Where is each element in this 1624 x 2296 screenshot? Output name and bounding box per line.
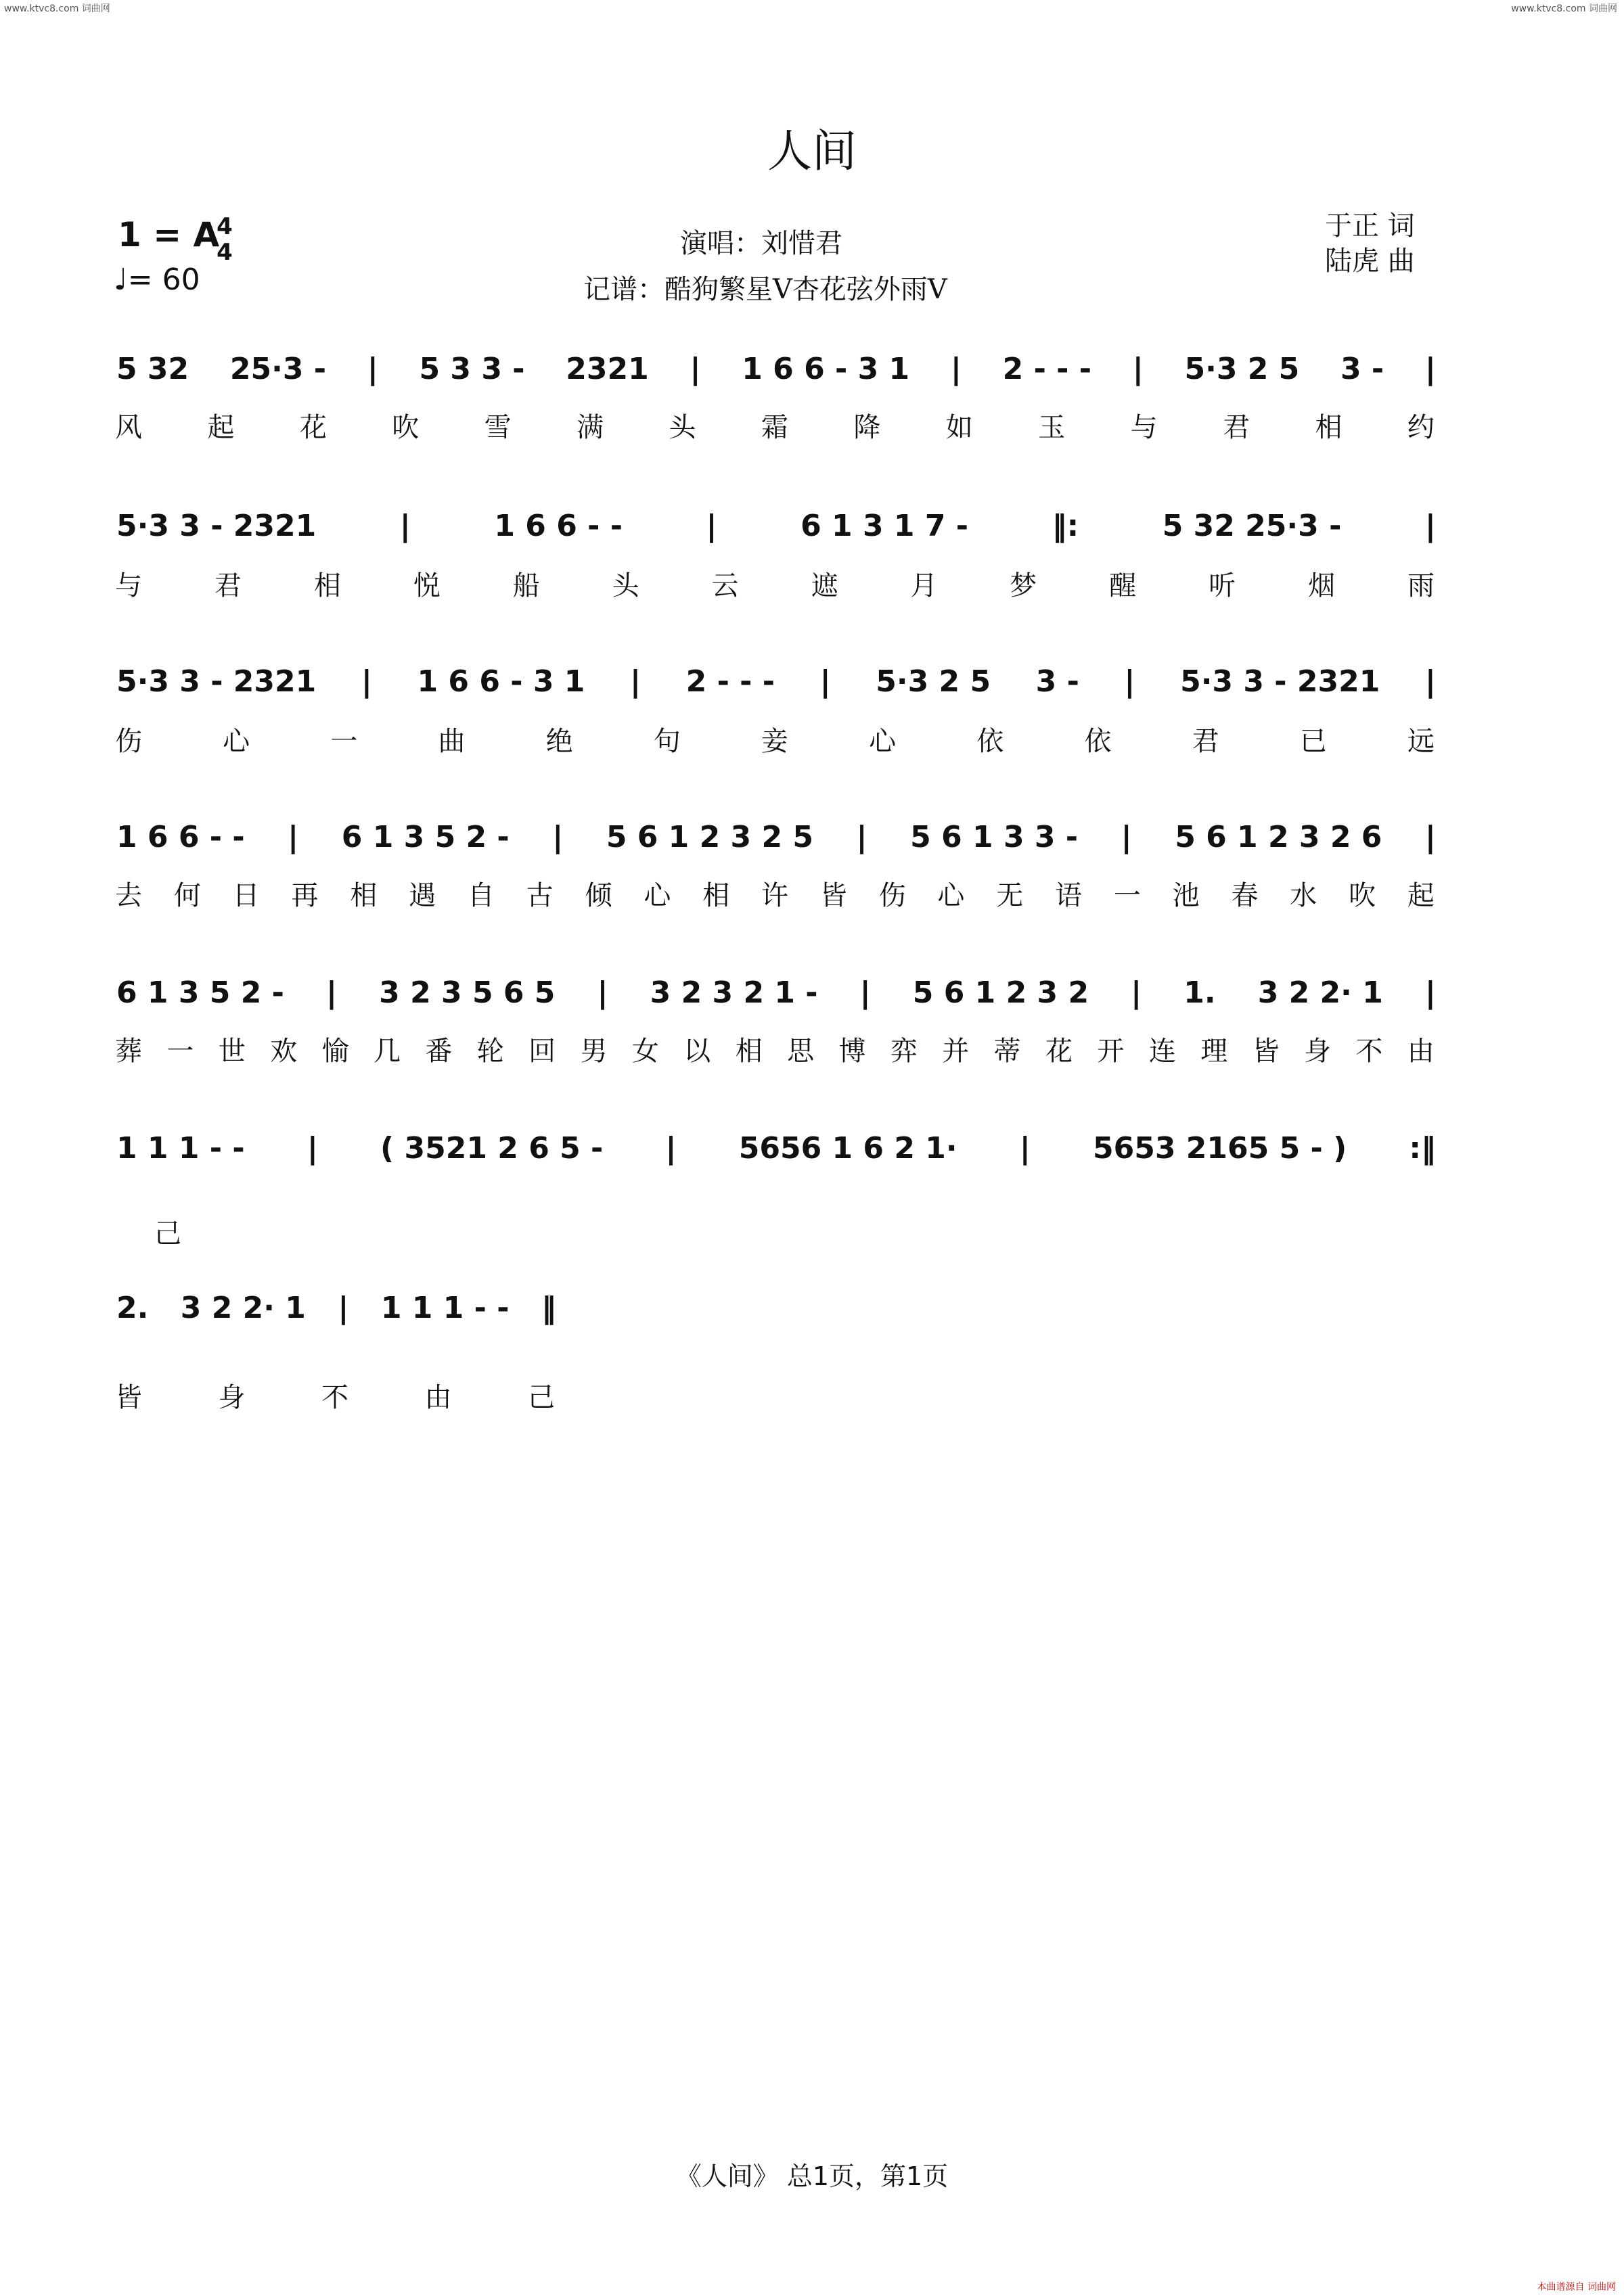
- barline: |: [307, 1131, 318, 1166]
- barline: |: [326, 975, 338, 1010]
- lyric-char: 无: [996, 880, 1024, 911]
- lyric-line: [154, 1212, 208, 1251]
- note-group: 6 1 3 5 2 -: [341, 820, 510, 854]
- transcriber-credit: 记谱：酷狗繁星V杏花弦外雨V: [583, 274, 947, 305]
- note-group: 2321: [566, 352, 649, 386]
- lyric-line: [115, 1030, 1435, 1068]
- note-group: 1 1 1 - -: [380, 1291, 510, 1325]
- note-group: 3 2 2· 1: [180, 1291, 306, 1325]
- lyric-char: 玉: [1038, 412, 1066, 443]
- lyric-char: 皆: [819, 880, 847, 911]
- lyric-char: 池: [1172, 880, 1200, 911]
- lyric-char: 船: [512, 570, 540, 601]
- note-group: 5 3 3 -: [419, 352, 525, 386]
- barline: ‖:: [1052, 509, 1079, 543]
- barline: |: [338, 1291, 349, 1325]
- lyric-char: 相: [735, 1036, 763, 1067]
- note-group: 5 32: [116, 352, 189, 386]
- lyric-char: 依: [976, 726, 1004, 757]
- note-group: 5 6 1 3 3 -: [910, 820, 1079, 854]
- lyric-char: 再: [291, 880, 319, 911]
- note-group: 25·3 -: [229, 352, 327, 386]
- lyric-char: 起: [207, 412, 235, 443]
- song-title: 人间: [767, 125, 857, 177]
- note-group: 1 6 6 - 3 1: [417, 664, 585, 699]
- note-group: 5·3 3 - 2321: [116, 664, 317, 699]
- lyric-char: 遇: [409, 880, 436, 911]
- lyric-char: 听: [1209, 570, 1236, 601]
- time-signature: [212, 214, 237, 265]
- note-group: 2.: [116, 1291, 149, 1325]
- lyric-char: 花: [1045, 1036, 1073, 1067]
- barline: |: [690, 352, 701, 386]
- lyric-char: 遮: [811, 570, 838, 601]
- lyricist-credit: 于正 词: [1325, 210, 1415, 242]
- note-group: 1.: [1183, 975, 1216, 1010]
- lyric-char: 已: [1299, 726, 1327, 757]
- lyric-char: 愉: [321, 1036, 349, 1067]
- barline: |: [819, 664, 831, 699]
- barline: |: [1424, 664, 1436, 699]
- lyric-char: 伤: [115, 726, 142, 757]
- lyric-char: 葬: [115, 1036, 142, 1067]
- barline: |: [367, 352, 378, 386]
- meter-top: 4: [217, 213, 233, 240]
- barline: |: [1121, 820, 1132, 854]
- barline: |: [552, 820, 564, 854]
- lyric-char: 一: [166, 1036, 194, 1067]
- barline: |: [950, 352, 962, 386]
- lyric-char: 轮: [476, 1036, 504, 1067]
- lyric-char: 何: [173, 880, 201, 911]
- lyric-char: 春: [1231, 880, 1259, 911]
- lyric-char: 约: [1407, 412, 1435, 443]
- tempo-value: = 60: [127, 262, 200, 297]
- lyric-char: 古: [526, 880, 554, 911]
- barline: |: [630, 664, 641, 699]
- lyric-char: 许: [761, 880, 788, 911]
- lyric-char: 与: [1130, 412, 1158, 443]
- score-line: [116, 664, 1436, 699]
- note-group: 1 6 6 - -: [494, 509, 623, 543]
- lyric-line: [115, 874, 1435, 913]
- lyric-char: 语: [1055, 880, 1082, 911]
- lyric-char: 男: [580, 1036, 608, 1067]
- lyric-char: 几: [373, 1036, 401, 1067]
- lyric-char: 霜: [761, 412, 788, 443]
- lyric-char: 伤: [878, 880, 906, 911]
- note-group: 5653 2165 5 - ): [1093, 1131, 1347, 1166]
- lyric-line: [115, 564, 1435, 603]
- barline: :‖: [1409, 1131, 1436, 1166]
- lyric-char: 由: [1407, 1036, 1435, 1067]
- note-group: 3 -: [1035, 664, 1079, 699]
- note-group: ( 3521 2 6 5 -: [380, 1131, 604, 1166]
- barline: |: [706, 509, 717, 543]
- lyric-char: 风: [115, 412, 142, 443]
- barline: ‖: [541, 1291, 556, 1325]
- score-line: [116, 975, 1436, 1010]
- lyric-char: 君: [1192, 726, 1219, 757]
- lyric-char: 不: [1355, 1036, 1383, 1067]
- quarter-note-icon: ♩: [114, 262, 128, 297]
- lyric-char: 己: [528, 1382, 555, 1413]
- lyric-char: 头: [669, 412, 696, 443]
- note-group: 2 - - -: [1002, 352, 1091, 386]
- note-group: 5656 1 6 2 1·: [738, 1131, 957, 1166]
- lyric-char: 满: [577, 412, 604, 443]
- score-line: [116, 509, 1436, 543]
- lyric-char: 悦: [413, 570, 441, 601]
- barline: |: [361, 664, 372, 699]
- lyric-char: 心: [869, 726, 897, 757]
- lyric-char: 弈: [890, 1036, 918, 1067]
- meter-bottom: 4: [217, 239, 233, 266]
- barline: |: [1019, 1131, 1031, 1166]
- note-group: 3 2 3 5 6 5: [379, 975, 556, 1010]
- composer-credit: 陆虎 曲: [1325, 246, 1415, 277]
- source-brand: 本曲谱源自 词曲网: [1537, 2282, 1616, 2293]
- lyric-char: 依: [1084, 726, 1112, 757]
- lyric-char: 心: [223, 726, 250, 757]
- lyric-char: 降: [853, 412, 881, 443]
- note-group: 1 6 6 - -: [116, 820, 245, 854]
- lyric-char: 回: [528, 1036, 556, 1067]
- lyric-char: 梦: [1010, 570, 1037, 601]
- note-group: 3 2 2· 1: [1257, 975, 1383, 1010]
- lyric-char: 绝: [545, 726, 573, 757]
- lyric-char: 雨: [1407, 570, 1435, 601]
- lyric-line: [115, 406, 1435, 444]
- lyric-char: 去: [115, 880, 142, 911]
- lyric-char: 思: [787, 1036, 815, 1067]
- lyric-char: 欢: [270, 1036, 298, 1067]
- score-line: [116, 1291, 556, 1325]
- tempo-marking: [114, 262, 200, 297]
- lyric-char: 烟: [1308, 570, 1336, 601]
- lyric-char: 头: [612, 570, 639, 601]
- lyric-char: 吹: [1349, 880, 1376, 911]
- lyric-char: 远: [1407, 726, 1435, 757]
- lyric-char: 皆: [1252, 1036, 1280, 1067]
- lyric-char: 句: [653, 726, 681, 757]
- key-signature: 1 = A: [118, 215, 220, 254]
- barline: |: [1132, 352, 1144, 386]
- watermark-right: www.ktvc8.com 词曲网: [1511, 3, 1617, 14]
- barline: |: [1424, 509, 1436, 543]
- lyric-char: 醒: [1109, 570, 1137, 601]
- note-group: 3 -: [1340, 352, 1384, 386]
- note-group: 5 6 1 2 3 2 6: [1175, 820, 1382, 854]
- lyric-char: 君: [214, 570, 242, 601]
- lyric-char: 如: [945, 412, 973, 443]
- note-group: 1 6 6 - 3 1: [742, 352, 910, 386]
- page-footer: 《人间》 总1页，第1页: [675, 2161, 949, 2191]
- lyric-char: 起: [1407, 880, 1435, 911]
- lyric-char: 倾: [585, 880, 612, 911]
- lyric-char: 不: [321, 1382, 348, 1413]
- note-group: 5 6 1 2 3 2: [912, 975, 1089, 1010]
- lyric-char: 由: [424, 1382, 452, 1413]
- lyric-line: [115, 720, 1435, 758]
- note-group: 5·3 2 5: [876, 664, 991, 699]
- lyric-char: 蒂: [993, 1036, 1021, 1067]
- lyric-char: 雪: [484, 412, 512, 443]
- lyric-char: 以: [683, 1036, 711, 1067]
- lyric-char: 相: [350, 880, 378, 911]
- lyric-char: 君: [1223, 412, 1250, 443]
- singer-credit: 演唱：刘惜君: [680, 228, 842, 259]
- lyric-char: 连: [1148, 1036, 1176, 1067]
- barline: |: [665, 1131, 677, 1166]
- lyric-char: 身: [1303, 1036, 1331, 1067]
- barline: |: [399, 509, 411, 543]
- lyric-char: 妾: [761, 726, 788, 757]
- barline: |: [1131, 975, 1142, 1010]
- lyric-char: 心: [644, 880, 671, 911]
- note-group: 5·3 3 - 2321: [1180, 664, 1380, 699]
- lyric-char: 女: [631, 1036, 659, 1067]
- note-group: 5·3 2 5: [1184, 352, 1300, 386]
- barline: |: [1424, 975, 1436, 1010]
- score-line: [116, 820, 1436, 854]
- lyric-char: 身: [218, 1382, 246, 1413]
- barline: |: [859, 975, 871, 1010]
- lyric-char: 云: [711, 570, 739, 601]
- barline: |: [288, 820, 299, 854]
- note-group: 6 1 3 1 7 -: [800, 509, 969, 543]
- barline: |: [1424, 820, 1436, 854]
- note-group: 5 6 1 2 3 2 5: [606, 820, 814, 854]
- note-group: 1 1 1 - -: [116, 1131, 245, 1166]
- lyric-char: 理: [1200, 1036, 1228, 1067]
- lyric-line: [115, 1376, 555, 1415]
- lyric-char: 花: [299, 412, 327, 443]
- lyric-char: 曲: [438, 726, 466, 757]
- lyric-char: 月: [910, 570, 938, 601]
- lyric-char: 水: [1290, 880, 1317, 911]
- barline: |: [1424, 352, 1436, 386]
- barline: |: [1124, 664, 1135, 699]
- lyric-char: 相: [702, 880, 730, 911]
- lyric-char: 相: [1315, 412, 1343, 443]
- lyric-char: 开: [1097, 1036, 1125, 1067]
- lyric-char: 相: [313, 570, 341, 601]
- watermark-left: www.ktvc8.com 词曲网: [4, 3, 110, 14]
- note-group: 5·3 3 - 2321: [116, 509, 317, 543]
- lyric-char: 世: [218, 1036, 246, 1067]
- lyric-char: 一: [1113, 880, 1141, 911]
- lyric-char: 博: [838, 1036, 866, 1067]
- note-group: 6 1 3 5 2 -: [116, 975, 284, 1010]
- lyric-char: 一: [330, 726, 358, 757]
- lyric-char: 番: [425, 1036, 453, 1067]
- lyric-char: 日: [232, 880, 260, 911]
- lyric-char: 自: [467, 880, 495, 911]
- score-line: [116, 352, 1436, 386]
- note-group: 5 32 25·3 -: [1162, 509, 1342, 543]
- barline: |: [597, 975, 608, 1010]
- note-group: 3 2 3 2 1 -: [650, 975, 818, 1010]
- score-line: [116, 1131, 1436, 1166]
- note-group: 2 - - -: [685, 664, 775, 699]
- lyric-char: 己: [154, 1218, 181, 1249]
- lyric-char: 并: [942, 1036, 970, 1067]
- lyric-char: 吹: [392, 412, 420, 443]
- lyric-char: 与: [115, 570, 142, 601]
- barline: |: [856, 820, 867, 854]
- lyric-char: 心: [937, 880, 965, 911]
- lyric-char: 皆: [115, 1382, 142, 1413]
